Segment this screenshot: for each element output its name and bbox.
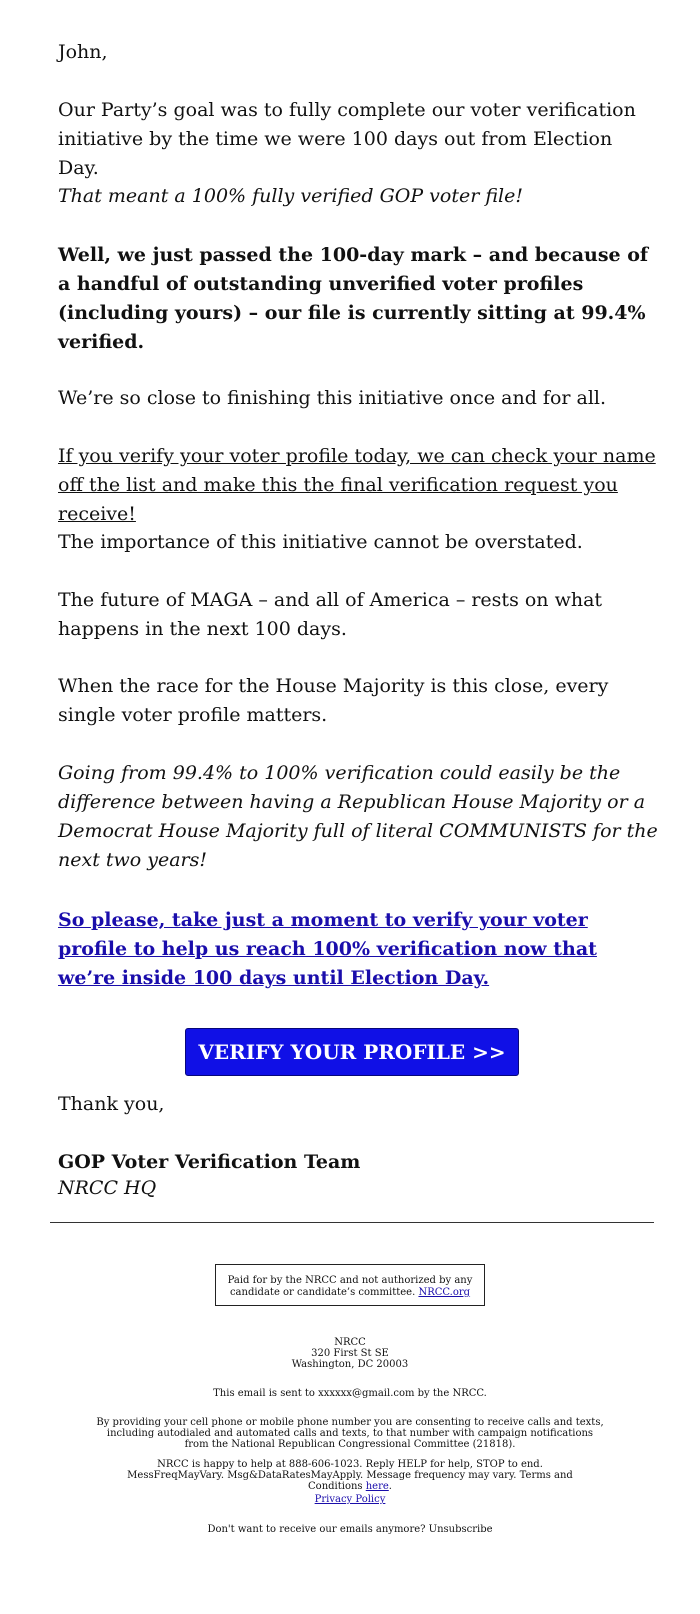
- consent-text: By providing your cell phone or mobile phone number you are consenting to receive calls and texts, including autodialed and automated calls and texts, to that number with campaign notifications from the National Republican Congressional Committee (21818).: [96, 1417, 604, 1450]
- paragraph-100-day-mark: Well, we just passed the 100-day mark – and because of a handful of outstanding unverified voter profiles (including yours) – our file is currently sitting at 99.4% verified.: [58, 244, 649, 353]
- footer-divider: [50, 1222, 654, 1223]
- paragraph-house-majority: When the race for the House Majority is this close, every single voter profile matters.: [58, 675, 609, 726]
- paragraph-importance: The importance of this initiative cannot be overstated.: [58, 531, 583, 553]
- paragraph-verified-file: That meant a 100% fully verified GOP voter file!: [58, 185, 523, 207]
- privacy-policy-link[interactable]: Privacy Policy: [314, 1494, 386, 1505]
- help-text: NRCC is happy to help at 888-606-1023. Reply HELP for help, STOP to end. MessFreqMayVary. Msg&DataRatesMayApply. Message frequency may vary. Terms and Conditions: [127, 1459, 573, 1492]
- help-text-block: NRCC is happy to help at 888-606-1023. Reply HELP for help, STOP to end. MessFreqMayVary. Msg&DataRatesMayApply. Message frequency may vary. Terms and Conditions here.: [127, 1459, 573, 1492]
- greeting: John,: [58, 41, 108, 63]
- street-address: 320 First St SE: [311, 1348, 389, 1359]
- verify-cta-link[interactable]: So please, take just a moment to verify your voter profile to help us reach 100% verification now that we’re inside 100 days until Election Day.: [58, 909, 597, 989]
- paragraph-difference: Going from 99.4% to 100% verification could easily be the difference between having a Republican House Majority or a Democrat House Majority full of literal COMMUNISTS for the next two years!: [58, 762, 658, 871]
- sent-to-text: This email is sent to xxxxxx@gmail.com by the NRCC.: [213, 1388, 487, 1399]
- privacy-block: [0, 1494, 700, 1505]
- org-name: NRCC: [334, 1337, 366, 1348]
- paragraph-future: The future of MAGA – and all of America – rests on what happens in the next 100 days.: [58, 589, 603, 640]
- paid-for-disclaimer: [215, 1264, 485, 1306]
- thanks-text: Thank you,: [58, 1093, 165, 1115]
- paragraph-verify-today: If you verify your voter profile today, we can check your name off the list and make this the final verification request you receive!: [58, 445, 656, 525]
- signature-name: GOP Voter Verification Team: [58, 1151, 361, 1173]
- paid-for-text: Paid for by the NRCC and not authorized by any candidate or candidate’s committee.: [227, 1275, 473, 1298]
- terms-link[interactable]: here: [365, 1481, 389, 1492]
- address-block: [0, 1337, 700, 1370]
- signature-sub: NRCC HQ: [58, 1177, 157, 1199]
- city-address: Washington, DC 20003: [291, 1359, 409, 1370]
- paragraph-goal: Our Party’s goal was to fully complete our voter verification initiative by the time we were 100 days out from Election Day.: [58, 99, 636, 179]
- paragraph-so-close: We’re so close to finishing this initiative once and for all.: [58, 387, 607, 409]
- verify-profile-button[interactable]: VERIFY YOUR PROFILE >>: [185, 1028, 519, 1076]
- nrcc-link[interactable]: NRCC.org: [418, 1287, 471, 1298]
- unsubscribe-text[interactable]: Don't want to receive our emails anymore? Unsubscribe: [207, 1524, 493, 1535]
